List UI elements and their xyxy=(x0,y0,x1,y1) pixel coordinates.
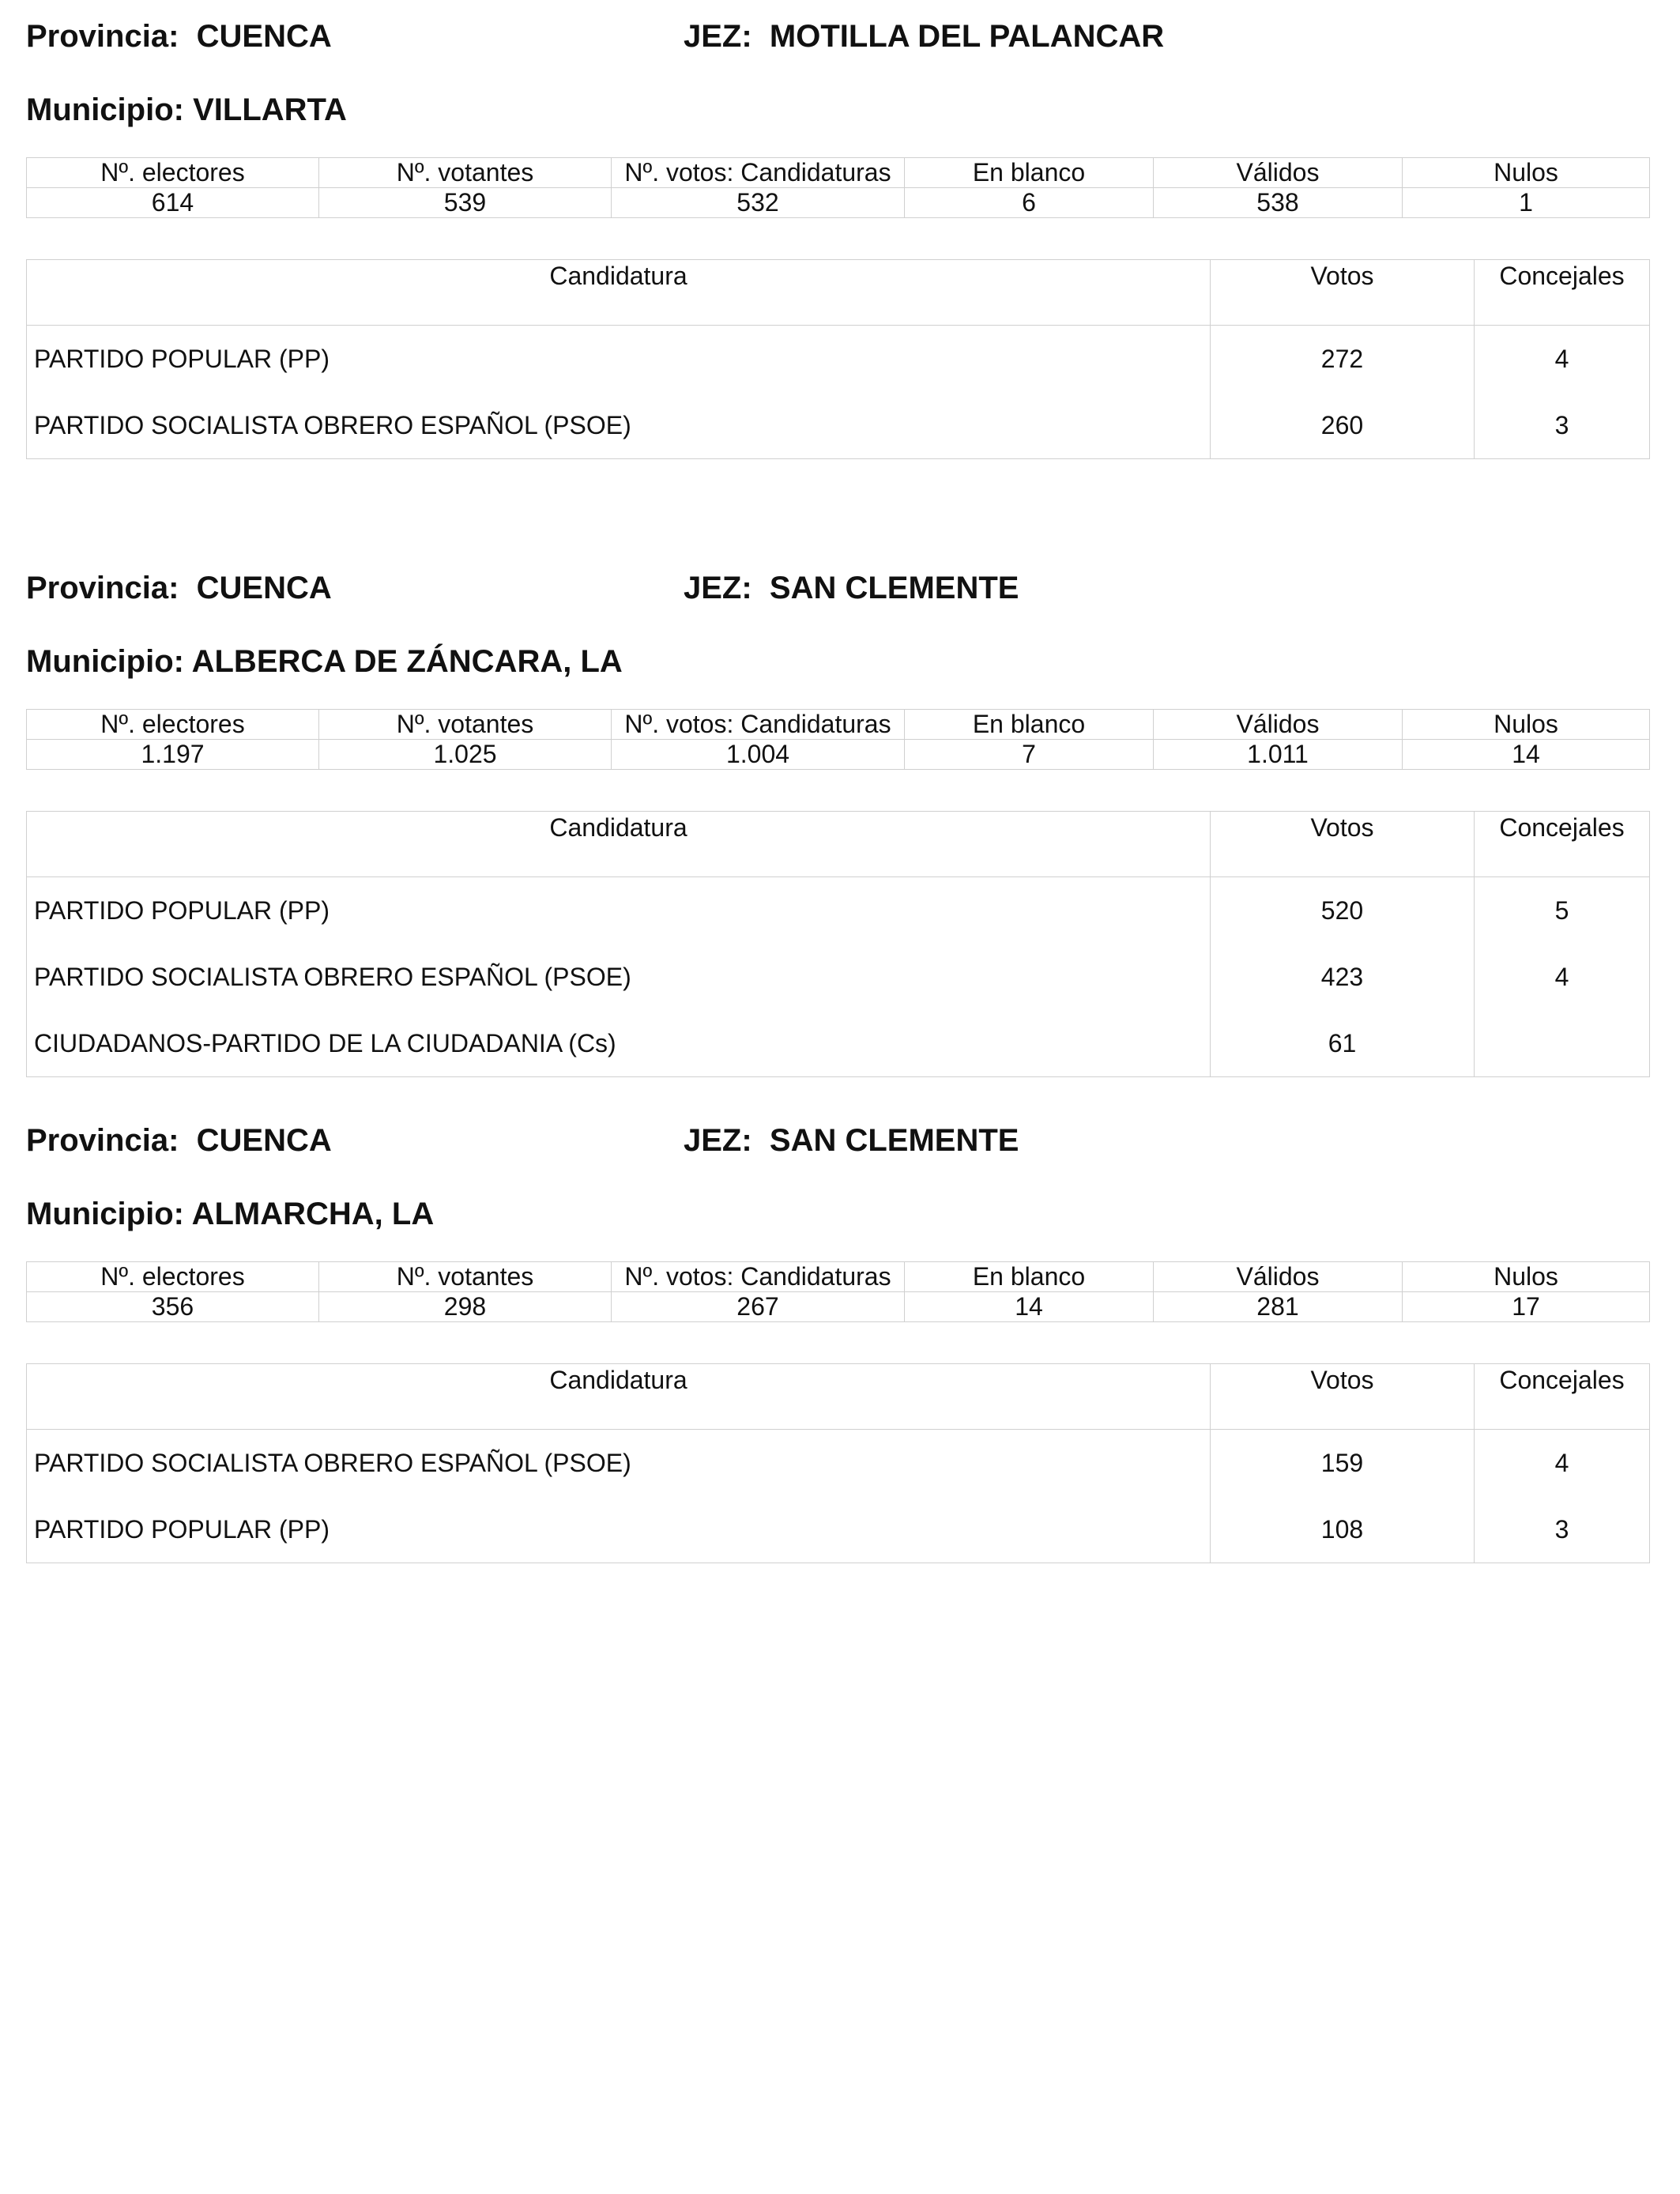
candidate-concejales: 5 xyxy=(1475,877,1650,944)
summary-votantes: 539 xyxy=(319,188,612,218)
table-row xyxy=(27,1430,1650,1497)
header-votos: Votos xyxy=(1211,260,1475,326)
municipio-value: ALMARCHA, LA xyxy=(191,1197,435,1231)
header-candidatura: Candidatura xyxy=(27,260,1211,326)
municipio-value: ALBERCA DE ZÁNCARA, LA xyxy=(191,644,623,679)
candidate-votos: 520 xyxy=(1211,877,1475,944)
municipio-heading xyxy=(26,94,347,126)
candidate-concejales: 3 xyxy=(1475,1496,1650,1563)
candidates-header-row xyxy=(27,812,1650,877)
summary-votantes: 1.025 xyxy=(319,740,612,770)
table-row xyxy=(27,326,1650,393)
summary-header-validos: Válidos xyxy=(1154,1262,1403,1292)
summary-header-electores: Nº. electores xyxy=(27,158,319,188)
candidate-concejales: 4 xyxy=(1475,1430,1650,1497)
provincia-heading xyxy=(26,21,332,52)
summary-header-nulos: Nulos xyxy=(1403,158,1650,188)
candidate-votos: 61 xyxy=(1211,1010,1475,1077)
summary-header-electores: Nº. electores xyxy=(27,710,319,740)
summary-en-blanco: 14 xyxy=(905,1292,1154,1322)
provincia-label: Provincia: xyxy=(26,1123,179,1158)
provincia-label: Provincia: xyxy=(26,19,179,54)
candidate-name: PARTIDO SOCIALISTA OBRERO ESPAÑOL (PSOE) xyxy=(27,944,1211,1010)
summary-electores: 1.197 xyxy=(27,740,319,770)
jez-label: JEZ: xyxy=(684,1123,752,1158)
candidates-table xyxy=(26,1363,1650,1563)
municipio-label: Municipio: xyxy=(26,1197,184,1231)
summary-en-blanco: 6 xyxy=(905,188,1154,218)
summary-header-row xyxy=(27,158,1650,188)
candidate-votos: 272 xyxy=(1211,326,1475,393)
header-candidatura: Candidatura xyxy=(27,812,1211,877)
summary-header-validos: Válidos xyxy=(1154,710,1403,740)
summary-table xyxy=(26,709,1650,770)
provincia-value: CUENCA xyxy=(196,19,332,54)
provincia-heading xyxy=(26,1125,332,1156)
summary-header-votantes: Nº. votantes xyxy=(319,710,612,740)
summary-electores: 614 xyxy=(27,188,319,218)
summary-value-row xyxy=(27,740,1650,770)
summary-header-votos-candidaturas: Nº. votos: Candidaturas xyxy=(612,158,905,188)
municipio-heading xyxy=(26,1198,434,1230)
summary-header-nulos: Nulos xyxy=(1403,710,1650,740)
municipio-label: Municipio: xyxy=(26,644,184,679)
header-concejales: Concejales xyxy=(1475,812,1650,877)
summary-validos: 1.011 xyxy=(1154,740,1403,770)
header-votos: Votos xyxy=(1211,1364,1475,1430)
header-concejales: Concejales xyxy=(1475,1364,1650,1430)
summary-header-row xyxy=(27,1262,1650,1292)
provincia-value: CUENCA xyxy=(196,1123,332,1158)
candidates-table xyxy=(26,811,1650,1077)
candidate-name: CIUDADANOS-PARTIDO DE LA CIUDADANIA (Cs) xyxy=(27,1010,1211,1077)
summary-header-votos-candidaturas: Nº. votos: Candidaturas xyxy=(612,710,905,740)
summary-validos: 538 xyxy=(1154,188,1403,218)
candidate-votos: 159 xyxy=(1211,1430,1475,1497)
candidate-name: PARTIDO POPULAR (PP) xyxy=(27,326,1211,393)
summary-header-en-blanco: En blanco xyxy=(905,710,1154,740)
jez-value: MOTILLA DEL PALANCAR xyxy=(769,19,1165,54)
summary-votos-candidaturas: 532 xyxy=(612,188,905,218)
jez-label: JEZ: xyxy=(684,571,752,605)
summary-table xyxy=(26,157,1650,218)
candidate-votos: 260 xyxy=(1211,392,1475,459)
provincia-label: Provincia: xyxy=(26,571,179,605)
candidate-concejales xyxy=(1475,1010,1650,1077)
summary-value-row xyxy=(27,188,1650,218)
provincia-heading xyxy=(26,572,332,604)
summary-value-row xyxy=(27,1292,1650,1322)
summary-header-votos-candidaturas: Nº. votos: Candidaturas xyxy=(612,1262,905,1292)
table-row xyxy=(27,877,1650,944)
summary-nulos: 14 xyxy=(1403,740,1650,770)
summary-electores: 356 xyxy=(27,1292,319,1322)
summary-nulos: 17 xyxy=(1403,1292,1650,1322)
candidate-concejales: 3 xyxy=(1475,392,1650,459)
candidates-header-row xyxy=(27,260,1650,326)
summary-header-en-blanco: En blanco xyxy=(905,1262,1154,1292)
summary-votantes: 298 xyxy=(319,1292,612,1322)
summary-header-nulos: Nulos xyxy=(1403,1262,1650,1292)
summary-header-en-blanco: En blanco xyxy=(905,158,1154,188)
municipio-value: VILLARTA xyxy=(193,92,347,127)
candidate-concejales: 4 xyxy=(1475,326,1650,393)
summary-votos-candidaturas: 1.004 xyxy=(612,740,905,770)
header-concejales: Concejales xyxy=(1475,260,1650,326)
summary-header-electores: Nº. electores xyxy=(27,1262,319,1292)
summary-header-validos: Válidos xyxy=(1154,158,1403,188)
candidate-name: PARTIDO SOCIALISTA OBRERO ESPAÑOL (PSOE) xyxy=(27,1430,1211,1497)
jez-label: JEZ: xyxy=(684,19,752,54)
table-row xyxy=(27,1010,1650,1077)
candidates-header-row xyxy=(27,1364,1650,1430)
jez-heading xyxy=(684,1125,1019,1156)
provincia-value: CUENCA xyxy=(196,571,332,605)
jez-heading xyxy=(684,572,1019,604)
summary-nulos: 1 xyxy=(1403,188,1650,218)
candidate-name: PARTIDO POPULAR (PP) xyxy=(27,877,1211,944)
candidates-table xyxy=(26,259,1650,459)
table-row xyxy=(27,944,1650,1010)
candidate-votos: 423 xyxy=(1211,944,1475,1010)
summary-votos-candidaturas: 267 xyxy=(612,1292,905,1322)
table-row xyxy=(27,1496,1650,1563)
candidate-name: PARTIDO SOCIALISTA OBRERO ESPAÑOL (PSOE) xyxy=(27,392,1211,459)
candidate-name: PARTIDO POPULAR (PP) xyxy=(27,1496,1211,1563)
summary-header-row xyxy=(27,710,1650,740)
summary-validos: 281 xyxy=(1154,1292,1403,1322)
candidate-votos: 108 xyxy=(1211,1496,1475,1563)
table-row xyxy=(27,392,1650,459)
summary-header-votantes: Nº. votantes xyxy=(319,158,612,188)
summary-en-blanco: 7 xyxy=(905,740,1154,770)
summary-header-votantes: Nº. votantes xyxy=(319,1262,612,1292)
header-candidatura: Candidatura xyxy=(27,1364,1211,1430)
municipio-label: Municipio: xyxy=(26,92,184,127)
summary-table xyxy=(26,1261,1650,1322)
candidate-concejales: 4 xyxy=(1475,944,1650,1010)
jez-value: SAN CLEMENTE xyxy=(769,571,1019,605)
header-votos: Votos xyxy=(1211,812,1475,877)
municipio-heading xyxy=(26,646,623,677)
jez-value: SAN CLEMENTE xyxy=(769,1123,1019,1158)
jez-heading xyxy=(684,21,1164,52)
